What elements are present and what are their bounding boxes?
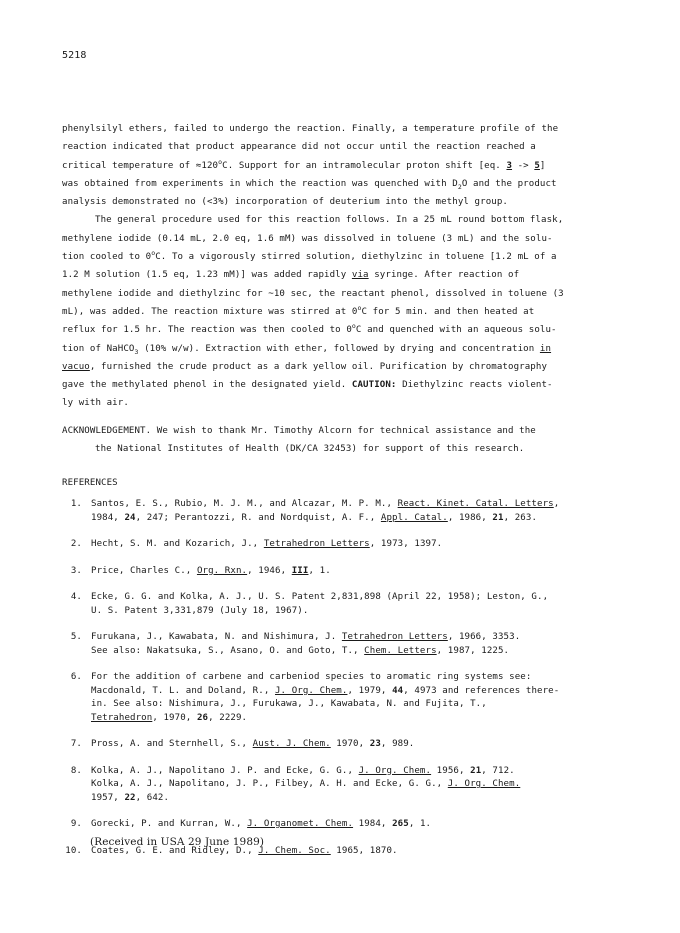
- text-fragment: , 1970,: [152, 712, 197, 723]
- text-fragment: , 1986,: [447, 512, 493, 523]
- acknowledgement: [62, 422, 622, 458]
- text-fragment: , 4973 and references there-: [403, 685, 560, 696]
- degree-superscript: o: [218, 157, 223, 166]
- reference-number: 3.: [70, 565, 82, 576]
- text-line: phenylsilyl ethers, failed to undergo the reaction. Finally, a temperature profile of the: [62, 124, 559, 134]
- text-fragment: , 2229.: [208, 712, 248, 723]
- text-fragment: ]: [539, 160, 546, 171]
- page-number: 5218: [62, 50, 87, 61]
- text-fragment: C for 5 min. and then heated at: [361, 306, 535, 317]
- italic-term: via: [351, 270, 369, 281]
- journal-name: J. Chem. Soc.: [258, 845, 331, 856]
- text-line: analysis demonstrated no (<3%) incorporation of deuterium into the methyl group.: [62, 197, 508, 208]
- paragraph-results: [62, 120, 622, 211]
- reference-item: [62, 631, 622, 658]
- text-fragment: in. See also: Nishimura, J., Furukawa, J., Kawabata, N. and Fujita, T.,: [91, 699, 487, 709]
- text-fragment: 1984,: [91, 512, 125, 523]
- text-fragment: O and the product: [461, 178, 557, 189]
- journal-name: Chem. Letters: [364, 645, 437, 656]
- journal-name: Tetrahedron: [91, 712, 153, 723]
- text-fragment: Gorecki, P. and Kurran, W.,: [91, 819, 248, 829]
- reference-item: [62, 818, 622, 832]
- degree-superscript: o: [351, 322, 356, 331]
- text-fragment: , 1966, 3353.: [447, 632, 521, 642]
- text-fragment: Kolka, A. J., Napolitano, J. P., Filbey, A. H. and Ecke, G. G.,: [91, 779, 448, 789]
- text-fragment: For the addition of carbene and carbeniod species to aromatic ring systems see:: [91, 672, 532, 682]
- ack-line: the National Institutes of Health (DK/CA 32453) for support of this research.: [95, 444, 525, 454]
- text-fragment: (10% w/w). Extraction with ether, followed by drying and concentration: [138, 343, 540, 354]
- italic-term: in: [539, 343, 552, 354]
- reference-number: 7.: [70, 739, 82, 749]
- text-fragment: , 263.: [503, 512, 538, 523]
- received-date: (Received in USA 29 June 1989): [90, 836, 265, 848]
- subscript: 3: [134, 347, 139, 356]
- italic-term: vacuo: [62, 361, 90, 372]
- reference-number: 9.: [70, 819, 82, 829]
- volume: 44: [392, 685, 404, 696]
- text-fragment: , 247; Perantozzi, R. and Nordquist, A. F.,: [135, 512, 381, 523]
- text-fragment: Pross, A. and Sternhell, S.,: [91, 739, 253, 749]
- references-list: [62, 498, 622, 871]
- volume: III: [291, 565, 309, 576]
- text-fragment: , 712.: [481, 765, 515, 776]
- text-fragment: C. To a vigorously stirred solution, diethylzinc in toluene [1.2 mL of a: [155, 252, 557, 263]
- journal-name: J. Org. Chem.: [274, 685, 348, 696]
- reference-item: [62, 765, 622, 806]
- body-text: [62, 120, 622, 413]
- text-fragment: Price, Charles C.,: [91, 565, 197, 576]
- text-fragment: 1965, 1870.: [330, 845, 398, 856]
- text-fragment: Hecht, S. M. and Kozarich, J.,: [91, 539, 264, 549]
- text-fragment: , 1979,: [347, 685, 393, 696]
- text-fragment: , 1.: [308, 565, 331, 576]
- text-fragment: was obtained from experiments in which the reaction was quenched with D: [62, 178, 458, 189]
- text-fragment: , 642.: [135, 792, 170, 803]
- reference-item: [62, 591, 622, 618]
- journal-name: Appl. Catal.: [380, 512, 448, 523]
- equation-ref: 5: [534, 160, 540, 171]
- reference-number: 5.: [70, 632, 82, 642]
- text-fragment: Kolka, A. J., Napolitano J. P. and Ecke, G. G.,: [91, 765, 359, 776]
- journal-name: Aust. J. Chem.: [252, 739, 331, 749]
- references-heading: REFERENCES: [62, 478, 118, 488]
- reference-number: 1.: [70, 499, 82, 509]
- text-fragment: 1970,: [330, 739, 370, 749]
- text-fragment: 1.2 M solution (1.5 eq, 1.23 mM)] was added rapidly: [62, 270, 352, 281]
- text-fragment: See also: Nakatsuka, S., Asano, O. and Goto, T.,: [91, 645, 365, 656]
- text-fragment: tion of NaHCO: [62, 343, 135, 354]
- volume: 265: [392, 819, 409, 829]
- reference-number: 8.: [70, 765, 82, 776]
- text-fragment: gave the methylated phenol in the designated yield.: [62, 380, 352, 391]
- reference-item: [62, 538, 622, 552]
- text-fragment: C. Support for an intramolecular proton shift [eq.: [222, 160, 507, 171]
- volume: 21: [470, 765, 482, 776]
- text-fragment: 1956,: [431, 765, 471, 776]
- text-fragment: U. S. Patent 3,331,879 (July 18, 1967).: [91, 605, 309, 616]
- equation-ref: 3: [506, 160, 513, 171]
- journal-name: React. Kinet. Catal. Letters: [397, 499, 554, 509]
- text-fragment: 1984,: [353, 819, 393, 829]
- volume: 22: [124, 792, 136, 803]
- reference-item: [62, 498, 622, 525]
- text-fragment: 1957,: [91, 792, 125, 803]
- volume: 26: [196, 712, 209, 723]
- journal-name: J. Org. Chem.: [447, 779, 521, 789]
- reference-item: [62, 738, 622, 752]
- reference-number: 2.: [70, 539, 82, 549]
- reference-number: 10.: [65, 845, 82, 856]
- journal-name: Org. Rxn.: [196, 565, 248, 576]
- text-fragment: , 1946,: [247, 565, 292, 576]
- text-fragment: Coates, G. E. and Ridley, D.,: [91, 845, 259, 856]
- text-fragment: mL), was added. The reaction mixture was stirred at 0: [62, 306, 358, 317]
- journal-name: J. Org. Chem.: [358, 765, 432, 776]
- text-fragment: ,: [553, 499, 560, 509]
- text-fragment: tion cooled to 0: [62, 252, 152, 263]
- text-fragment: , furnished the crude product as a dark yellow oil. Purification by chromatography: [89, 361, 548, 372]
- text-line: methylene iodide and diethylzinc for ~10 sec, the reactant phenol, dissolved in toluene (3: [62, 288, 564, 299]
- reference-item: [62, 565, 622, 579]
- text-fragment: syringe. After reaction of: [368, 270, 520, 281]
- subscript: 2: [457, 182, 462, 191]
- journal-name: Tetrahedron Letters: [263, 539, 370, 549]
- text-fragment: Ecke, G. G. and Kolka, A. J., U. S. Patent 2,831,898 (April 22, 1958); Leston, G.,: [91, 592, 549, 602]
- volume: 24: [124, 512, 136, 523]
- paragraph-procedure: [62, 211, 622, 412]
- text-fragment: critical temperature of ≈120: [62, 160, 219, 171]
- caution-label: CAUTION:: [351, 380, 397, 391]
- text-fragment: , 1987, 1225.: [436, 645, 510, 656]
- degree-superscript: o: [151, 249, 156, 258]
- reference-number: 6.: [70, 672, 82, 682]
- text-fragment: reflux for 1.5 hr. The reaction was then cooled to 0: [62, 325, 352, 336]
- volume: 21: [492, 512, 504, 523]
- reference-number: 4.: [70, 592, 82, 602]
- text-line: reaction indicated that product appearance did not occur until the reaction reached a: [62, 142, 536, 153]
- text-fragment: Macdonald, T. L. and Doland, R.,: [91, 685, 275, 696]
- text-fragment: ->: [512, 160, 535, 171]
- text-line: The general procedure used for this reaction follows. In a 25 mL round bottom flask,: [95, 215, 564, 226]
- text-fragment: Furukana, J., Kawabata, N. and Nishimura, J.: [91, 632, 342, 642]
- ack-line: ACKNOWLEDGEMENT. We wish to thank Mr. Timothy Alcorn for technical assistance and the: [62, 426, 536, 436]
- text-fragment: , 989.: [380, 739, 415, 749]
- volume: 23: [369, 739, 381, 749]
- text-fragment: C and quenched with an aqueous solu-: [355, 325, 557, 336]
- degree-superscript: o: [357, 303, 362, 312]
- text-fragment: Santos, E. S., Rubio, M. J. M., and Alcazar, M. P. M.,: [91, 499, 398, 509]
- journal-name: J. Organomet. Chem.: [247, 819, 354, 829]
- text-fragment: , 1973, 1397.: [369, 539, 443, 549]
- text-fragment: Diethylzinc reacts violent-: [396, 380, 553, 391]
- reference-item: [62, 671, 622, 725]
- text-line: methylene iodide (0.14 mL, 2.0 eq, 1.6 mM) was dissolved in toluene (3 mL) and the solu-: [62, 233, 553, 244]
- journal-name: Tetrahedron Letters: [341, 632, 448, 642]
- text-line: ly with air.: [62, 398, 129, 409]
- text-fragment: , 1.: [408, 819, 432, 829]
